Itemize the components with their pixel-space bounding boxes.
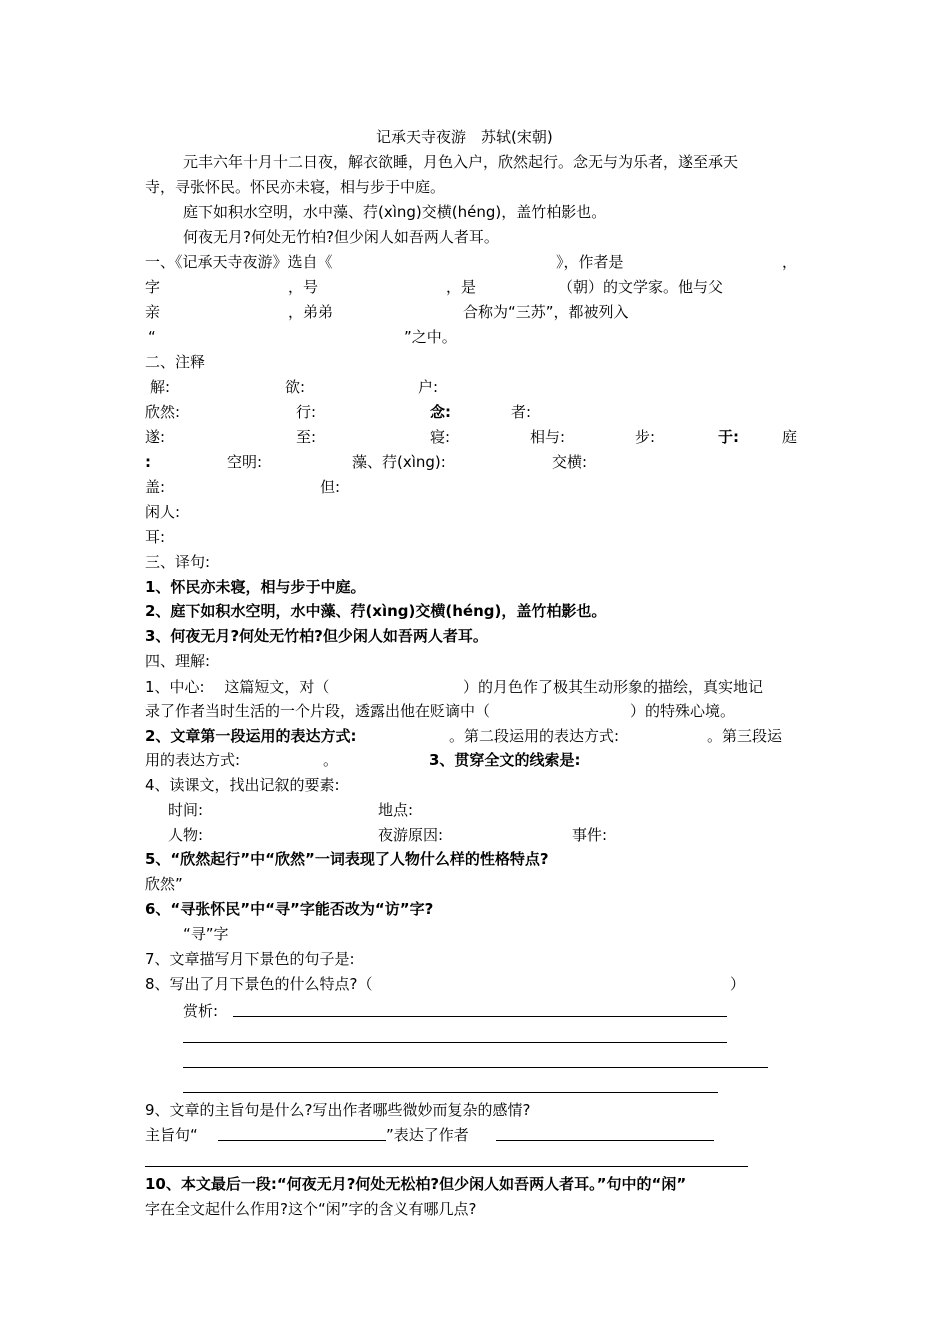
q2-er: 耳:	[145, 528, 166, 546]
q2-hu: 户:	[418, 378, 439, 396]
answer-line	[218, 1140, 386, 1141]
q4-c1-l2-a: 录了作者当时生活的一个片段，透露出他在贬谪中（	[145, 702, 491, 720]
q4-c10-line2: 字在全文起什么作用?这个“闲”字的含义有哪几点?	[145, 1200, 477, 1218]
q4-c4: 4、读课文，找出记叙的要素:	[145, 776, 340, 794]
q2-xing: 行:	[296, 403, 317, 421]
passage-p1-line1: 元丰六年十月十二日夜，解衣欲睡，月色入户，欣然起行。念无与为乐者，遂至承天	[183, 153, 739, 171]
q2-zhe: 者:	[511, 403, 532, 421]
q2-kongming: 空明:	[227, 453, 263, 471]
q2-xianren: 闲人:	[145, 503, 181, 521]
q2-zaoxing: 藻、荇(xìng):	[352, 453, 446, 471]
passage-p3: 何夜无月?何处无竹柏?但少闲人如吾两人者耳。	[183, 228, 499, 246]
q4-heading: 四、理解:	[145, 652, 211, 670]
q1-part-c: ，	[782, 253, 798, 271]
q1-chao: （朝）的文学家。他与父	[558, 278, 724, 296]
q3-heading: 三、译句:	[145, 553, 211, 571]
q2-jiaoheng: 交横:	[552, 453, 588, 471]
q1-fuqin: 亲	[145, 303, 161, 321]
q4-place: 地点:	[378, 801, 414, 819]
answer-line	[496, 1140, 714, 1141]
q3-sentence-1: 1、怀民亦未寝，相与步于中庭。	[145, 578, 366, 596]
q4-c2-b: 。第二段运用的表达方式:	[449, 727, 620, 745]
q4-c1-a: 1、中心: 这篇短文，对（	[145, 678, 330, 696]
answer-line	[233, 1016, 727, 1017]
q4-c9-a: 主旨句“	[145, 1126, 198, 1144]
q4-c10-line1: 10、本文最后一段:“何夜无月?何处无松柏?但少闲人如吾两人者耳。”句中的“闲”	[145, 1175, 687, 1193]
q4-event: 事件:	[572, 826, 608, 844]
q2-ting: 庭	[782, 428, 798, 446]
answer-line	[183, 1067, 768, 1068]
q4-c3: 3、贯穿全文的线索是:	[429, 751, 581, 769]
q1-quote-close: ”之中。	[404, 328, 457, 346]
q2-gai: 盖:	[145, 478, 166, 496]
q2-dan: 但:	[320, 478, 341, 496]
q4-c6-answer: “寻”字	[183, 925, 229, 943]
q4-c8-b: ）	[730, 975, 746, 993]
q4-c8-a: 8、写出了月下景色的什么特点?（	[145, 975, 373, 993]
q2-qin: 寝:	[430, 428, 451, 446]
q1-quote-open: “	[148, 328, 156, 346]
q1-sansu: 合称为“三苏”，都被列入	[463, 303, 629, 321]
q1-part-b: 》，作者是	[556, 253, 624, 271]
q3-sentence-2: 2、庭下如积水空明，水中藻、荇(xìng)交横(héng)，盖竹柏影也。	[145, 602, 607, 620]
passage-p1-line2: 寺，寻张怀民。怀民亦未寝，相与步于中庭。	[145, 178, 446, 196]
q2-nian: 念:	[430, 403, 451, 421]
q2-zhi: 至:	[296, 428, 317, 446]
answer-line	[183, 1092, 718, 1093]
q4-c5-answer: 欣然”	[145, 875, 183, 893]
q4-c8-answer: 赏析:	[183, 1002, 219, 1020]
q2-yu2: 于:	[718, 428, 739, 446]
page-title: 记承天寺夜游 苏轼(宋朝)	[376, 128, 553, 146]
q4-c9: 9、文章的主旨句是什么?写出作者哪些微妙而复杂的感情?	[145, 1101, 531, 1119]
q1-shi: ，是	[446, 278, 477, 296]
q4-c5: 5、“欣然起行”中“欣然”一词表现了人物什么样的性格特点?	[145, 850, 549, 868]
q2-heading: 二、注释	[145, 353, 206, 371]
answer-line	[183, 1042, 727, 1043]
q4-c7: 7、文章描写月下景色的句子是:	[145, 950, 355, 968]
q2-sui: 遂:	[145, 428, 166, 446]
q4-c2-l2-b: 。	[323, 751, 339, 769]
q2-colon: :	[145, 453, 151, 471]
q1-zi: 字	[145, 278, 161, 296]
q1-part-a: 一、《记承天寺夜游》选自《	[145, 253, 333, 271]
q4-c1-b: ）的月色作了极其生动形象的描绘，真实地记	[463, 678, 764, 696]
q1-didi: ，弟弟	[288, 303, 334, 321]
q4-c9-b: ”表达了作者	[386, 1126, 469, 1144]
q2-yu: 欲:	[285, 378, 306, 396]
q4-c6: 6、“寻张怀民”中“寻”字能否改为“访”字?	[145, 900, 434, 918]
q2-xiangyu: 相与:	[530, 428, 566, 446]
q2-jie: 解:	[150, 378, 171, 396]
q4-c2-l2-a: 用的表达方式:	[145, 751, 241, 769]
q2-xinran: 欣然:	[145, 403, 181, 421]
q2-bu: 步:	[635, 428, 656, 446]
q4-c1-l2-b: ）的特殊心境。	[630, 702, 736, 720]
q4-c2-a: 2、文章第一段运用的表达方式:	[145, 727, 357, 745]
q4-reason: 夜游原因:	[378, 826, 444, 844]
q3-sentence-3: 3、何夜无月?何处无竹柏?但少闲人如吾两人者耳。	[145, 627, 488, 645]
passage-p2: 庭下如积水空明，水中藻、荇(xìng)交横(héng)，盖竹柏影也。	[183, 203, 607, 221]
q4-time: 时间:	[168, 801, 204, 819]
q4-c2-c: 。第三段运	[707, 727, 783, 745]
answer-line	[145, 1166, 748, 1167]
q1-hao: ，号	[288, 278, 319, 296]
q4-people: 人物:	[168, 826, 204, 844]
